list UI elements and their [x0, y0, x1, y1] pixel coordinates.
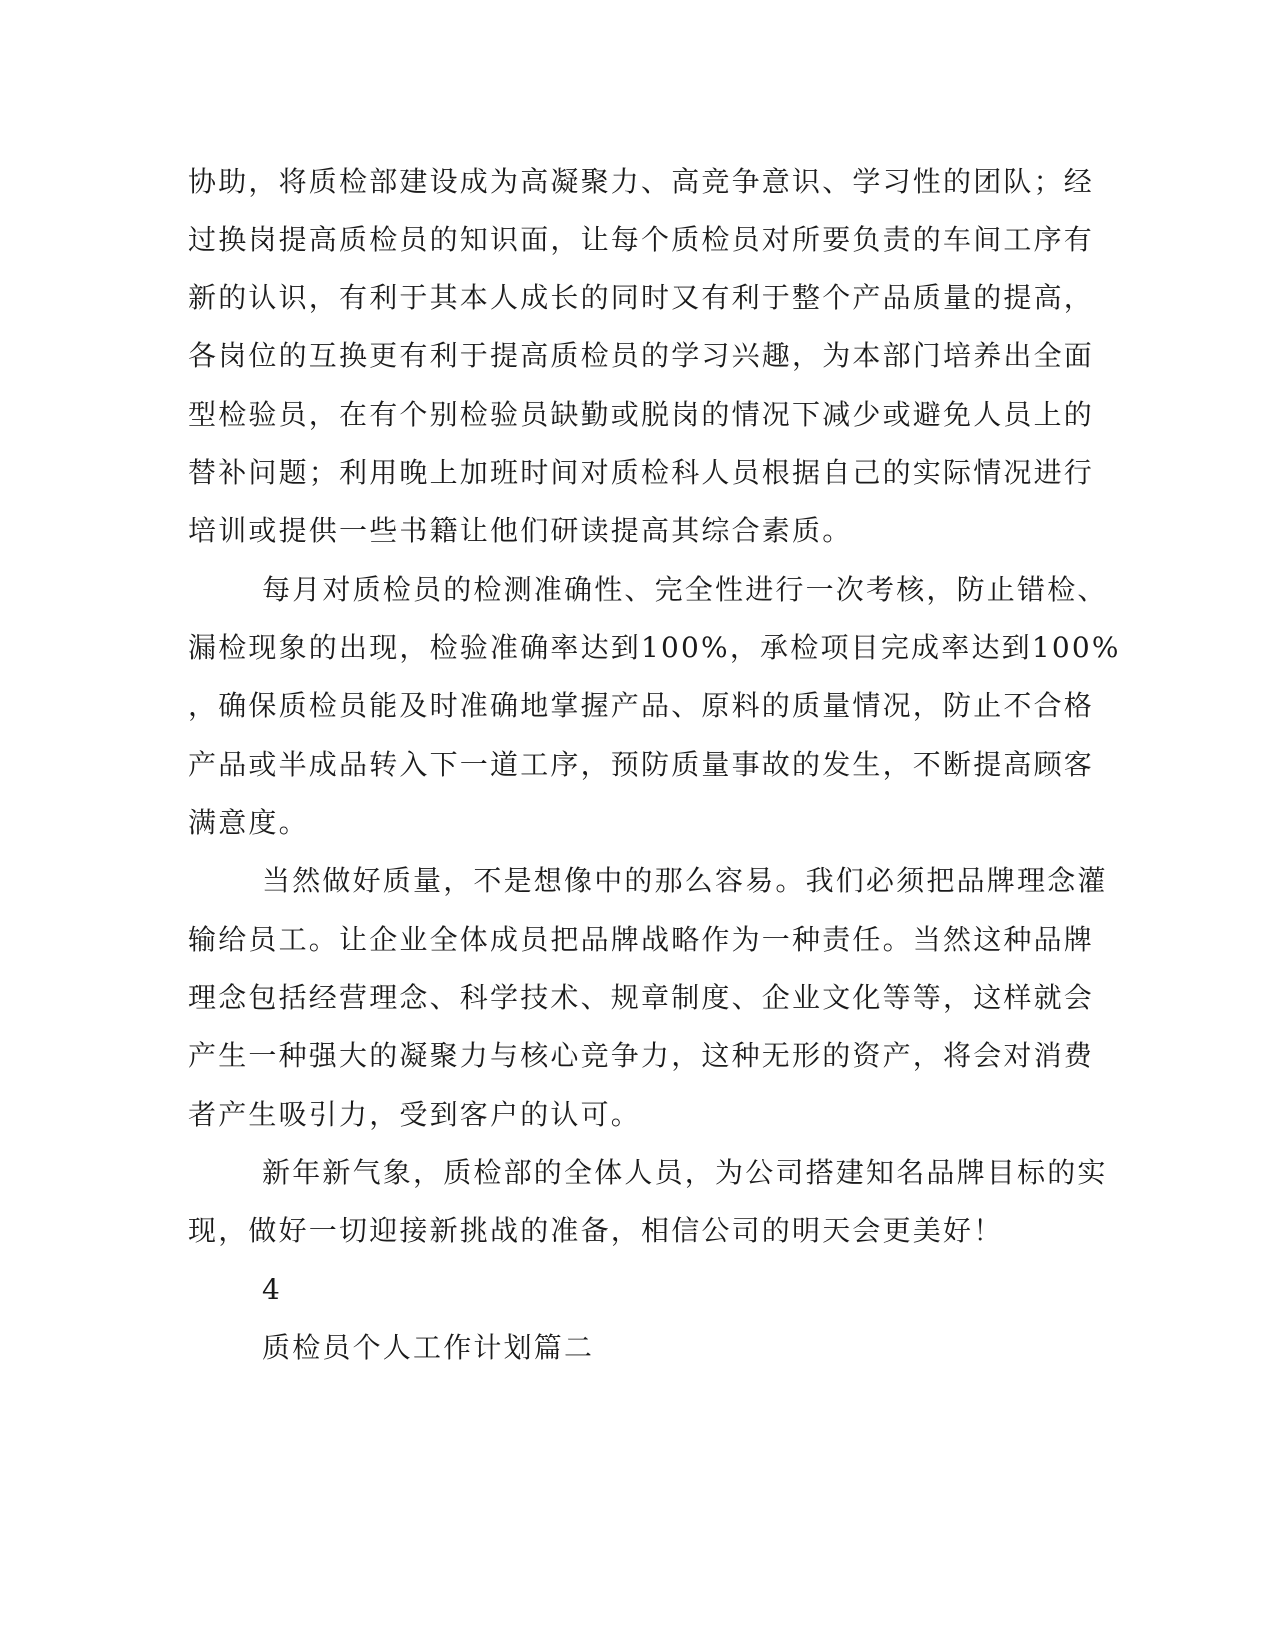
paragraph-2-line-3: ，确保质检员能及时准确地掌握产品、原料的质量情况，防止不合格 [188, 689, 1095, 722]
page-number: 4 [262, 1273, 280, 1306]
paragraph-3-line-2: 输给员工。让企业全体成员把品牌战略作为一种责任。当然这种品牌 [188, 923, 1095, 956]
paragraph-3-line-3: 理念包括经营理念、科学技术、规章制度、企业文化等等，这样就会 [188, 981, 1095, 1014]
paragraph-1-line-5: 型检验员，在有个别检验员缺勤或脱岗的情况下减少或避免人员上的 [188, 398, 1095, 431]
paragraph-2-line-1: 每月对质检员的检测准确性、完全性进行一次考核，防止错检、 [262, 573, 1108, 606]
paragraph-4-line-1: 新年新气象，质检部的全体人员，为公司搭建知名品牌目标的实 [262, 1156, 1108, 1189]
paragraph-2-line-2: 漏检现象的出现，检验准确率达到100%，承检项目完成率达到100% [188, 631, 1121, 664]
paragraph-1-line-7: 培训或提供一些书籍让他们研读提高其综合素质。 [188, 514, 853, 547]
paragraph-1-line-4: 各岗位的互换更有利于提高质检员的学习兴趣，为本部门培养出全面 [188, 339, 1095, 372]
paragraph-3-line-4: 产生一种强大的凝聚力与核心竞争力，这种无形的资产，将会对消费 [188, 1039, 1095, 1072]
paragraph-1-line-1: 协助，将质检部建设成为高凝聚力、高竞争意识、学习性的团队；经 [188, 165, 1095, 198]
paragraph-1-line-3: 新的认识，有利于其本人成长的同时又有利于整个产品质量的提高， [188, 281, 1095, 314]
paragraph-3-line-1: 当然做好质量，不是想像中的那么容易。我们必须把品牌理念灌 [262, 864, 1108, 897]
paragraph-1-line-2: 过换岗提高质检员的知识面，让每个质检员对所要负责的车间工序有 [188, 223, 1095, 256]
paragraph-3-line-5: 者产生吸引力，受到客户的认可。 [188, 1098, 642, 1131]
paragraph-4-line-2: 现，做好一切迎接新挑战的准备，相信公司的明天会更美好！ [188, 1214, 1004, 1247]
paragraph-2-line-4: 产品或半成品转入下一道工序，预防质量事故的发生，不断提高顾客 [188, 748, 1095, 781]
section-heading: 质检员个人工作计划篇二 [262, 1331, 595, 1364]
paragraph-2-line-5: 满意度。 [188, 806, 309, 839]
paragraph-1-line-6: 替补问题；利用晚上加班时间对质检科人员根据自己的实际情况进行 [188, 456, 1095, 489]
